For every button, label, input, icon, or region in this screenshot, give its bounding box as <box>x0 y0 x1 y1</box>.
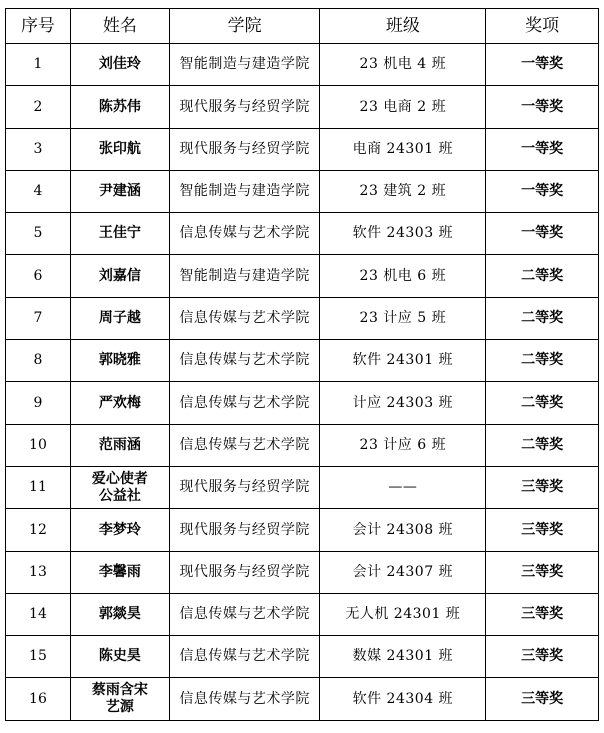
header-college: 学院 <box>169 9 320 44</box>
cell-no: 4 <box>6 170 71 212</box>
cell-no: 13 <box>6 551 71 593</box>
cell-name: 李梦玲 <box>70 509 169 551</box>
cell-no: 12 <box>6 509 71 551</box>
cell-class: 23 建筑 2 班 <box>320 170 486 212</box>
cell-award: 二等奖 <box>486 382 599 424</box>
cell-name: 郭燚昊 <box>70 593 169 635</box>
cell-award: 一等奖 <box>486 170 599 212</box>
table-row <box>6 86 599 128</box>
cell-name: 爱心使者公益社 <box>70 466 169 508</box>
cell-college: 现代服务与经贸学院 <box>169 551 320 593</box>
table-row <box>6 466 599 508</box>
cell-award: 一等奖 <box>486 128 599 170</box>
table-row <box>6 509 599 551</box>
cell-college: 信息传媒与艺术学院 <box>169 382 320 424</box>
cell-no: 9 <box>6 382 71 424</box>
cell-college: 信息传媒与艺术学院 <box>169 340 320 382</box>
cell-no: 2 <box>6 86 71 128</box>
cell-college: 现代服务与经贸学院 <box>169 509 320 551</box>
cell-class: 23 机电 6 班 <box>320 255 486 297</box>
cell-college: 信息传媒与艺术学院 <box>169 424 320 466</box>
cell-class: 23 计应 6 班 <box>320 424 486 466</box>
cell-award: 三等奖 <box>486 593 599 635</box>
cell-award: 一等奖 <box>486 213 599 255</box>
cell-award: 一等奖 <box>486 44 599 86</box>
table-row <box>6 551 599 593</box>
cell-college: 信息传媒与艺术学院 <box>169 678 320 720</box>
cell-no: 6 <box>6 255 71 297</box>
cell-name: 严欢梅 <box>70 382 169 424</box>
table-row <box>6 340 599 382</box>
cell-no: 5 <box>6 213 71 255</box>
cell-college: 智能制造与建造学院 <box>169 44 320 86</box>
cell-award: 二等奖 <box>486 255 599 297</box>
cell-college: 信息传媒与艺术学院 <box>169 636 320 678</box>
cell-no: 1 <box>6 44 71 86</box>
cell-name: 刘嘉信 <box>70 255 169 297</box>
table-row <box>6 128 599 170</box>
header-award: 奖项 <box>486 9 599 44</box>
cell-name: 王佳宁 <box>70 213 169 255</box>
cell-name: 李馨雨 <box>70 551 169 593</box>
table-row <box>6 424 599 466</box>
awards-table <box>5 8 599 721</box>
cell-class: 23 计应 5 班 <box>320 297 486 339</box>
cell-class: 软件 24304 班 <box>320 678 486 720</box>
table-row <box>6 44 599 86</box>
cell-no: 7 <box>6 297 71 339</box>
header-row <box>6 9 599 44</box>
header-no: 序号 <box>6 9 71 44</box>
table-body <box>6 44 599 721</box>
cell-no: 11 <box>6 466 71 508</box>
table-header <box>6 9 599 44</box>
cell-college: 现代服务与经贸学院 <box>169 86 320 128</box>
cell-college: 信息传媒与艺术学院 <box>169 213 320 255</box>
cell-name: 郭晓雅 <box>70 340 169 382</box>
cell-class: 计应 24303 班 <box>320 382 486 424</box>
table-row <box>6 636 599 678</box>
cell-no: 3 <box>6 128 71 170</box>
table-row <box>6 213 599 255</box>
cell-name: 蔡雨含宋艺源 <box>70 678 169 720</box>
cell-award: 二等奖 <box>486 424 599 466</box>
cell-award: 三等奖 <box>486 636 599 678</box>
cell-name: 张印航 <box>70 128 169 170</box>
cell-name: 尹建涵 <box>70 170 169 212</box>
cell-award: 三等奖 <box>486 551 599 593</box>
table-row <box>6 678 599 720</box>
cell-name: 范雨涵 <box>70 424 169 466</box>
cell-award: 三等奖 <box>486 678 599 720</box>
cell-no: 10 <box>6 424 71 466</box>
table-row <box>6 255 599 297</box>
header-name: 姓名 <box>70 9 169 44</box>
cell-college: 智能制造与建造学院 <box>169 170 320 212</box>
cell-class: 电商 24301 班 <box>320 128 486 170</box>
cell-award: 二等奖 <box>486 340 599 382</box>
cell-class: —— <box>320 466 486 508</box>
cell-class: 会计 24308 班 <box>320 509 486 551</box>
cell-college: 现代服务与经贸学院 <box>169 128 320 170</box>
cell-name: 刘佳玲 <box>70 44 169 86</box>
cell-class: 会计 24307 班 <box>320 551 486 593</box>
cell-class: 软件 24301 班 <box>320 340 486 382</box>
cell-class: 无人机 24301 班 <box>320 593 486 635</box>
cell-class: 数媒 24301 班 <box>320 636 486 678</box>
cell-no: 16 <box>6 678 71 720</box>
cell-award: 三等奖 <box>486 509 599 551</box>
cell-class: 软件 24303 班 <box>320 213 486 255</box>
cell-name: 陈苏伟 <box>70 86 169 128</box>
table-row <box>6 382 599 424</box>
table-row <box>6 170 599 212</box>
cell-no: 15 <box>6 636 71 678</box>
cell-no: 14 <box>6 593 71 635</box>
table-row <box>6 593 599 635</box>
cell-college: 信息传媒与艺术学院 <box>169 297 320 339</box>
cell-college: 智能制造与建造学院 <box>169 255 320 297</box>
cell-no: 8 <box>6 340 71 382</box>
cell-name: 陈史昊 <box>70 636 169 678</box>
cell-name: 周子越 <box>70 297 169 339</box>
cell-award: 三等奖 <box>486 466 599 508</box>
cell-college: 现代服务与经贸学院 <box>169 466 320 508</box>
cell-class: 23 机电 4 班 <box>320 44 486 86</box>
header-class: 班级 <box>320 9 486 44</box>
table-row <box>6 297 599 339</box>
cell-award: 一等奖 <box>486 86 599 128</box>
cell-college: 信息传媒与艺术学院 <box>169 593 320 635</box>
cell-class: 23 电商 2 班 <box>320 86 486 128</box>
cell-award: 二等奖 <box>486 297 599 339</box>
